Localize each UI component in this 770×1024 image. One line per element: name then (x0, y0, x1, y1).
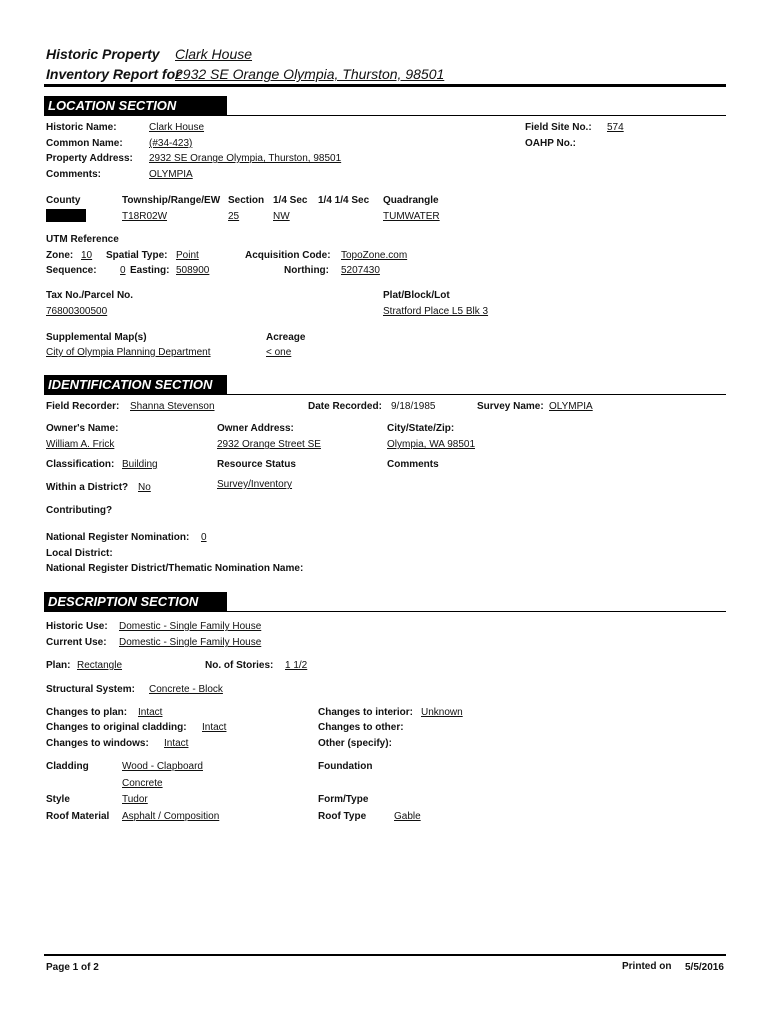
field-recorder-value: Shanna Stevenson (130, 401, 215, 412)
tax-parcel-label: Tax No./Parcel No. (46, 290, 134, 301)
form-type-label: Form/Type (318, 794, 369, 805)
easting-value: 508900 (176, 265, 210, 276)
property-title-label: Historic Property (46, 46, 160, 62)
changes-windows-value: Intact (164, 738, 189, 749)
changes-other-label: Changes to other: (318, 722, 404, 733)
common-name-value: (#34-423) (149, 138, 193, 149)
printed-date: 5/5/2016 (685, 962, 724, 973)
cladding-value-2: Concrete (122, 778, 163, 789)
location-rule (44, 115, 726, 116)
city-state-zip-value: Olympia, WA 98501 (387, 439, 476, 450)
stories-label: No. of Stories: (205, 660, 274, 671)
oahp-label: OAHP No.: (525, 138, 576, 149)
quarter-section-value: NW (273, 211, 290, 222)
historic-use-value: Domestic - Single Family House (119, 621, 262, 632)
owner-name-label: Owner's Name: (46, 423, 119, 434)
nr-district-label: National Register District/Thematic Nomination Name: (46, 563, 304, 574)
sequence-value: 0 (120, 265, 126, 276)
quarter-quarter-label: 1/4 1/4 Sec (318, 195, 370, 206)
section-value: 25 (228, 211, 240, 222)
owner-address-value: 2932 Orange Street SE (217, 439, 321, 450)
current-use-label: Current Use: (46, 637, 107, 648)
supplemental-maps-label: Supplemental Map(s) (46, 332, 147, 343)
within-district-value: No (138, 482, 151, 493)
date-recorded-label: Date Recorded: (308, 401, 382, 412)
survey-name-label: Survey Name: (477, 401, 544, 412)
local-district-label: Local District: (46, 548, 113, 559)
plat-block-lot-value: Stratford Place L5 Blk 3 (383, 306, 489, 317)
changes-windows-label: Changes to windows: (46, 738, 149, 749)
county-redaction (46, 209, 86, 222)
date-recorded-value: 9/18/1985 (391, 401, 436, 412)
trs-value: T18R02W (122, 211, 168, 222)
page-number: Page 1 of 2 (46, 962, 99, 973)
classification-value: Building (122, 459, 158, 470)
survey-name-value: OLYMPIA (549, 401, 593, 412)
spatial-type-label: Spatial Type: (106, 250, 168, 261)
comments-value: OLYMPIA (149, 169, 193, 180)
zone-value: 10 (81, 250, 93, 261)
plan-label: Plan: (46, 660, 71, 671)
classification-label: Classification: (46, 459, 115, 470)
changes-cladding-value: Intact (202, 722, 227, 733)
historic-name-label: Historic Name: (46, 122, 117, 133)
other-specify-label: Other (specify): (318, 738, 392, 749)
within-district-label: Within a District? (46, 482, 129, 493)
historic-use-label: Historic Use: (46, 621, 108, 632)
current-use-value: Domestic - Single Family House (119, 637, 262, 648)
field-site-value: 574 (607, 122, 624, 133)
historic-name-value: Clark House (149, 122, 205, 133)
structural-system-label: Structural System: (46, 684, 135, 695)
contributing-label: Contributing? (46, 505, 113, 516)
resource-status-label: Resource Status (217, 459, 296, 470)
acquisition-code-value: TopoZone.com (341, 250, 408, 261)
spatial-type-value: Point (176, 250, 199, 261)
identification-rule (44, 394, 726, 395)
structural-system-value: Concrete - Block (149, 684, 223, 695)
resource-status-value: Survey/Inventory (217, 479, 293, 490)
owner-name-value: William A. Frick (46, 439, 115, 450)
id-comments-label: Comments (387, 459, 439, 470)
changes-plan-value: Intact (138, 707, 163, 718)
cladding-value-1: Wood - Clapboard (122, 761, 203, 772)
roof-type-label: Roof Type (318, 811, 367, 822)
easting-label: Easting: (130, 265, 170, 276)
changes-interior-label: Changes to interior: (318, 707, 414, 718)
common-name-label: Common Name: (46, 138, 123, 149)
description-section-header: DESCRIPTION SECTION (44, 592, 227, 612)
changes-interior-value: Unknown (421, 707, 463, 718)
comments-label: Comments: (46, 169, 102, 180)
nr-nomination-label: National Register Nomination: (46, 532, 190, 543)
changes-plan-label: Changes to plan: (46, 707, 128, 718)
quarter-section-label: 1/4 Sec (273, 195, 308, 206)
quadrangle-value: TUMWATER (383, 211, 440, 222)
northing-label: Northing: (284, 265, 329, 276)
header-rule (44, 84, 726, 87)
report-label: Inventory Report for (46, 66, 181, 82)
county-label: County (46, 195, 81, 206)
roof-type-value: Gable (394, 811, 421, 822)
printed-on-label: Printed on (622, 961, 672, 972)
section-label: Section (228, 195, 265, 206)
supplemental-maps-value: City of Olympia Planning Department (46, 347, 211, 358)
foundation-label: Foundation (318, 761, 373, 772)
identification-section-header: IDENTIFICATION SECTION (44, 375, 227, 395)
quadrangle-label: Quadrangle (383, 195, 439, 206)
property-address-label: Property Address: (46, 153, 133, 164)
description-rule (44, 611, 726, 612)
style-label: Style (46, 794, 70, 805)
property-address-value: 2932 SE Orange Olympia, Thurston, 98501 (149, 153, 342, 164)
utm-reference-label: UTM Reference (46, 234, 119, 245)
property-title-value: Clark House (175, 46, 253, 62)
roof-material-label: Roof Material (46, 811, 110, 822)
acreage-value: < one (266, 347, 292, 358)
footer-rule (44, 954, 726, 956)
roof-material-value: Asphalt / Composition (122, 811, 220, 822)
cladding-label: Cladding (46, 761, 89, 772)
field-recorder-label: Field Recorder: (46, 401, 120, 412)
owner-address-label: Owner Address: (217, 423, 294, 434)
field-site-label: Field Site No.: (525, 122, 592, 133)
location-section-header: LOCATION SECTION (44, 96, 227, 116)
style-value: Tudor (122, 794, 148, 805)
city-state-zip-label: City/State/Zip: (387, 423, 455, 434)
northing-value: 5207430 (341, 265, 380, 276)
tax-parcel-value: 76800300500 (46, 306, 108, 317)
nr-nomination-value: 0 (201, 532, 207, 543)
plat-block-lot-label: Plat/Block/Lot (383, 290, 450, 301)
report-value: 2932 SE Orange Olympia, Thurston, 98501 (175, 66, 445, 82)
sequence-label: Sequence: (46, 265, 97, 276)
zone-label: Zone: (46, 250, 74, 261)
changes-cladding-label: Changes to original cladding: (46, 722, 187, 733)
plan-value: Rectangle (77, 660, 123, 671)
trs-label: Township/Range/EW (122, 195, 221, 206)
stories-value: 1 1/2 (285, 660, 308, 671)
acquisition-code-label: Acquisition Code: (245, 250, 331, 261)
acreage-label: Acreage (266, 332, 306, 343)
